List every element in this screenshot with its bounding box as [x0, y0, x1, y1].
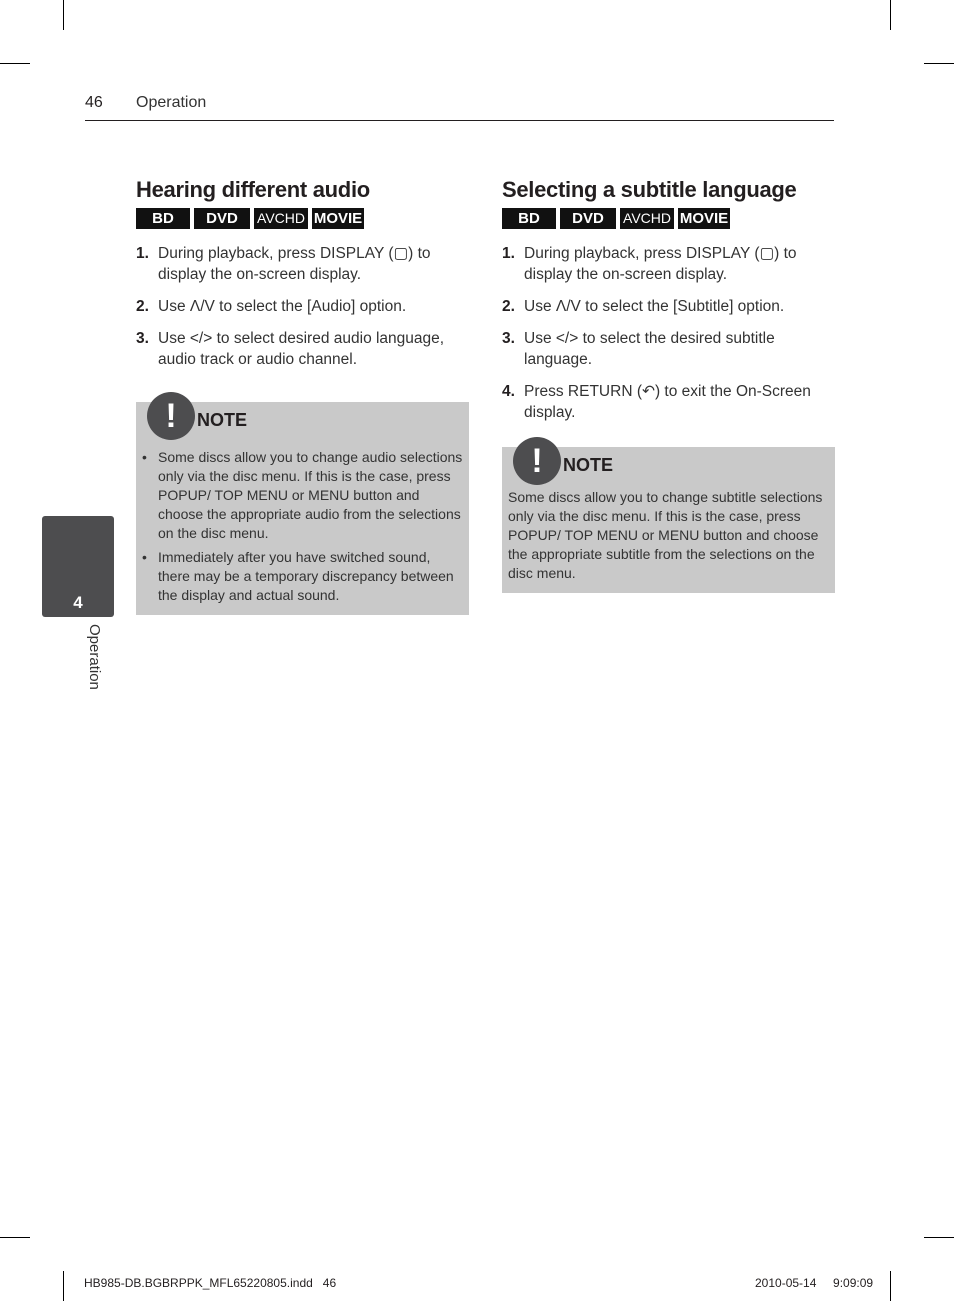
chapter-tab	[42, 516, 114, 617]
badge-avchd: AVCHD	[620, 208, 674, 229]
step-number: 4.	[502, 383, 515, 400]
note-list	[142, 448, 464, 610]
crop-mark	[890, 1271, 891, 1301]
badge-dvd: DVD	[194, 208, 250, 229]
exclamation-icon: !	[147, 392, 195, 440]
badge-movie: MOVIE	[313, 210, 363, 227]
subtitle-heading: Selecting a subtitle language	[502, 177, 797, 202]
crop-mark	[924, 1237, 954, 1238]
badge-bd: BD	[136, 208, 190, 229]
step-text: During playback, press DISPLAY (▢) to display the on-screen display.	[524, 245, 797, 283]
crop-mark	[890, 0, 891, 30]
exclamation-icon: !	[513, 437, 561, 485]
note-item: • Immediately after you have switched sound, there may be a temporary discrepancy between the display and actual sound.	[142, 549, 454, 603]
step-text: During playback, press DISPLAY (▢) to display the on-screen display.	[158, 245, 431, 283]
step-item	[136, 243, 470, 285]
badge-bd: BD	[502, 208, 556, 229]
audio-note-box	[136, 397, 469, 615]
crop-mark	[0, 1237, 30, 1238]
step-number: 3.	[136, 330, 149, 347]
step-text: Press RETURN (↶) to exit the On-Screen display.	[524, 383, 811, 421]
subtitle-steps	[502, 243, 836, 423]
step-text: Use </> to select the desired subtitle language.	[524, 330, 775, 368]
step-item	[502, 296, 836, 317]
step-text: Use Λ/V to select the [Audio] option.	[158, 298, 407, 315]
step-item	[502, 381, 836, 423]
chapter-number: 4	[73, 593, 83, 612]
badge-movie: MOVIE	[679, 210, 729, 227]
footer-datetime: 2010-05-14 9:09:09	[755, 1276, 874, 1290]
note-text: Some discs allow you to change subtitle selections only via the disc menu. If this is the case, press POPUP/ TOP MENU or MENU button and choose the appropriate subtitle from the selections on the disc menu.	[508, 489, 823, 581]
step-text: Use </> to select desired audio language, audio track or audio channel.	[158, 330, 445, 368]
disc-badges	[136, 208, 470, 229]
chapter-label-text: Operation	[86, 624, 103, 690]
crop-mark	[63, 0, 64, 30]
note-label: NOTE	[197, 410, 248, 430]
badge-avchd: AVCHD	[254, 208, 308, 229]
step-item	[502, 243, 836, 285]
note-text: Immediately after you have switched sound, there may be a temporary discrepancy between the display and actual sound.	[158, 549, 454, 603]
badge-dvd: DVD	[560, 208, 616, 229]
chapter-side-label	[85, 624, 105, 704]
page-header	[85, 94, 834, 121]
page-number: 46	[85, 94, 103, 111]
step-number: 3.	[502, 330, 515, 347]
step-number: 1.	[502, 245, 515, 262]
audio-steps	[136, 243, 470, 370]
step-number: 2.	[502, 298, 515, 315]
audio-heading: Hearing different audio	[136, 177, 370, 202]
disc-badges	[502, 208, 836, 229]
note-item: • Some discs allow you to change audio selections only via the disc menu. If this is the case, press POPUP/ TOP MENU or MENU button and choose the appropriate audio from the selections on the disc menu.	[142, 449, 463, 541]
footer-filename: HB985-DB.BGBRPPK_MFL65220805.indd 46	[84, 1276, 337, 1290]
subtitle-section	[502, 176, 836, 434]
step-number: 2.	[136, 298, 149, 315]
step-item	[502, 328, 836, 370]
note-label: NOTE	[563, 455, 614, 475]
crop-mark	[63, 1271, 64, 1301]
crop-mark	[924, 63, 954, 64]
step-number: 1.	[136, 245, 149, 262]
subtitle-note-box	[502, 442, 835, 593]
audio-section	[136, 176, 470, 381]
step-item	[136, 296, 470, 317]
step-item	[136, 328, 470, 370]
step-text: Use Λ/V to select the [Subtitle] option.	[524, 298, 785, 315]
crop-mark	[0, 63, 30, 64]
section-title: Operation	[136, 94, 207, 111]
note-text: Some discs allow you to change audio selections only via the disc menu. If this is the case, press POPUP/ TOP MENU or MENU button and choose the appropriate audio from the selections on the disc menu.	[158, 449, 463, 541]
